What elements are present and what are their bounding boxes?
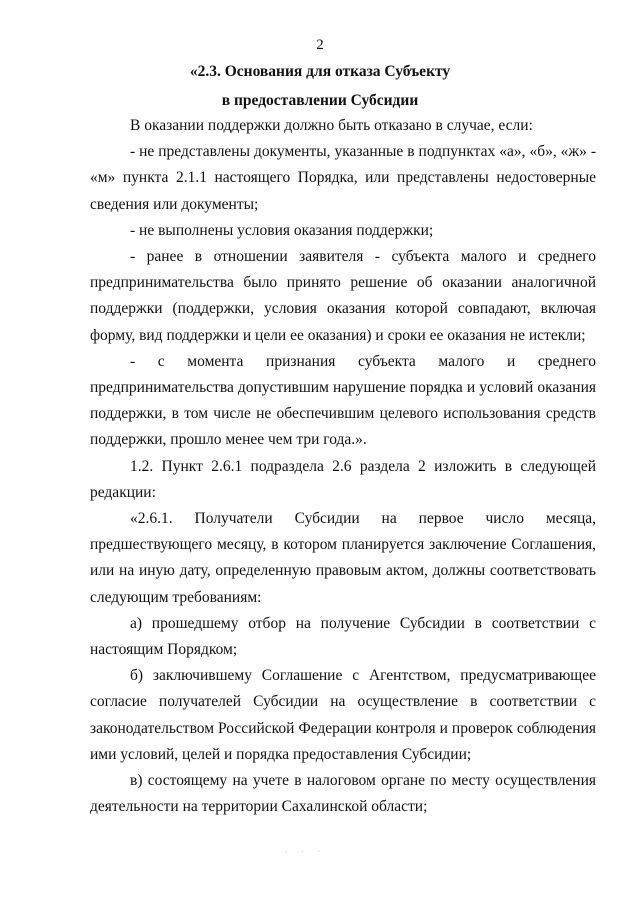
document-body: [90, 113, 596, 820]
paragraph-item-conditions: - не выполнены условия оказания поддержки;: [130, 221, 434, 239]
paragraph-requirement-a: а) прошедшему отбор на получение Субсидии в соответствии с настоящим Порядком;: [90, 614, 596, 659]
paragraph-item-violation: - с момента признания субъекта малого и среднего предпринимательства допустившим нарушение порядка и условий оказания поддержки, в том числе не обеспечившим целевого использования средств поддержки, прошло менее чем три года.».: [90, 352, 596, 449]
paragraph-requirement-v: в) состоящему на учете в налоговом органе по месту осуществления деятельности на территории Сахалинской области;: [90, 772, 596, 816]
section-heading-line-2: в предоставлении Субсидии: [221, 92, 419, 109]
section-heading-line-1: «2.3. Основания для отказа Субъекту: [189, 63, 451, 80]
paragraph-item-documents: - не представлены документы, указанные в подпунктах «а», «б», «ж» - «м» пункта 2.1.1 настоящего Порядка, или представлены недостоверные сведения или документы;: [90, 143, 596, 213]
paragraph-intro: В оказании поддержки должно быть отказано в случае, если:: [130, 117, 533, 134]
paragraph-requirement-b: б) заключившему Соглашение с Агентством, предусматривающее согласие получателей Субсидии на осуществление в соответствии с законодательством Российской Федерации контроля и проверок соблюдения ими условий, целей и порядка предоставления Субсидии;: [90, 667, 596, 763]
paragraph-clause-2-6-1: «2.6.1. Получатели Субсидии на первое число месяца, предшествующего месяцу, в котором планируется заключение Соглашения, или на иную дату, определенную правовым актом, должны соответствовать следующим требованиям:: [90, 510, 596, 606]
scan-artifact: · · ·: [285, 848, 327, 856]
paragraph-amendment: 1.2. Пункт 2.6.1 подраздела 2.6 раздела 2 изложить в следующей редакции:: [90, 457, 596, 501]
page-number: 2: [316, 37, 324, 53]
paragraph-item-prior-decision: - ранее в отношении заявителя - субъекта малого и среднего предпринимательства было принято решение об оказании аналогичной поддержки (поддержки, условия оказания которой совпадают, включая форму, вид поддержки и цели ее оказания) и сроки ее оказания не истекли;: [90, 248, 596, 344]
